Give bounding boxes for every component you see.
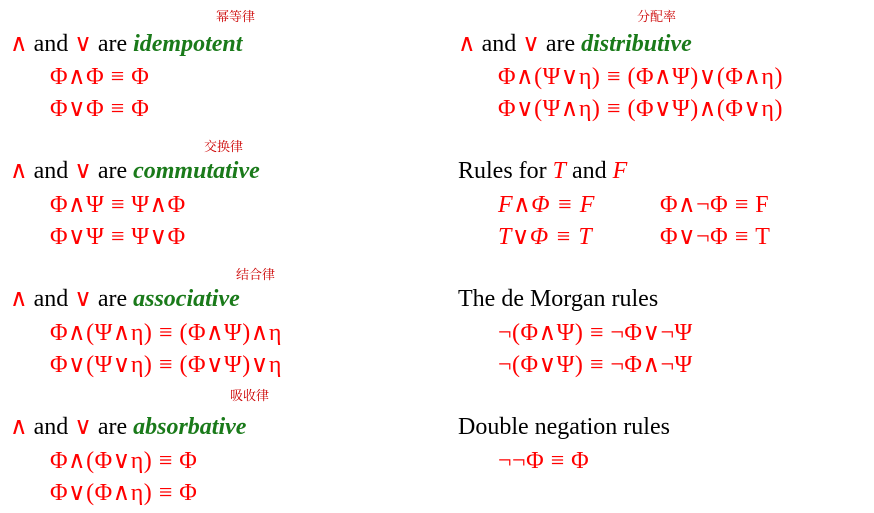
associative-law-2: Φ∨(Ψ∨η) ≡ (Φ∨Ψ)∨η bbox=[50, 352, 282, 378]
absorbative-heading bbox=[10, 413, 246, 441]
are-word: are bbox=[97, 158, 128, 184]
distributive-heading bbox=[458, 30, 692, 58]
and-operator: ∧ bbox=[458, 31, 476, 57]
and-operator: ∧ bbox=[10, 31, 28, 57]
true-or-law: T∨Φ ≡ T bbox=[498, 224, 593, 250]
idempotent-heading bbox=[10, 30, 242, 58]
rules-tf-heading bbox=[458, 157, 627, 185]
and-operator: ∧ bbox=[10, 414, 28, 440]
double-negation-heading: Double negation rules bbox=[458, 414, 670, 440]
are-word: are bbox=[97, 414, 128, 440]
idempotent-note: 幂等律 bbox=[216, 10, 256, 25]
distributive-law-2: Φ∨(Ψ∧η) ≡ (Φ∨Ψ)∧(Φ∨η) bbox=[498, 96, 783, 122]
and-word: and bbox=[33, 158, 69, 184]
or-operator: ∨ bbox=[74, 286, 92, 312]
and-operator: ∧ bbox=[10, 158, 28, 184]
property-term: distributive bbox=[581, 31, 692, 57]
associative-heading bbox=[10, 285, 240, 313]
are-word: are bbox=[97, 31, 128, 57]
double-negation-law: ¬¬Φ ≡ Φ bbox=[498, 448, 590, 474]
and-word: and bbox=[572, 158, 607, 184]
commutative-heading bbox=[10, 157, 260, 185]
distributive-law-1: Φ∧(Ψ∨η) ≡ (Φ∧Ψ)∨(Φ∧η) bbox=[498, 64, 783, 90]
de-morgan-law-1: ¬(Φ∧Ψ) ≡ ¬Φ∨¬Ψ bbox=[498, 320, 693, 346]
property-term: idempotent bbox=[133, 31, 243, 57]
are-word: are bbox=[97, 286, 128, 312]
true-symbol: T bbox=[552, 158, 567, 184]
commutative-note: 交换律 bbox=[204, 140, 244, 155]
property-term: commutative bbox=[133, 158, 260, 184]
and-word: and bbox=[33, 286, 69, 312]
de-morgan-heading: The de Morgan rules bbox=[458, 286, 659, 312]
idempotent-law-1: Φ∧Φ ≡ Φ bbox=[50, 64, 150, 90]
distributive-note: 分配率 bbox=[637, 10, 677, 25]
property-term: absorbative bbox=[133, 414, 247, 440]
and-operator: ∧ bbox=[10, 286, 28, 312]
or-operator: ∨ bbox=[74, 414, 92, 440]
de-morgan-law-2: ¬(Φ∨Ψ) ≡ ¬Φ∧¬Ψ bbox=[498, 352, 693, 378]
commutative-law-2: Φ∨Ψ ≡ Ψ∨Φ bbox=[50, 224, 186, 250]
absorbative-law-2: Φ∨(Φ∧η) ≡ Φ bbox=[50, 480, 198, 506]
false-and-law: F∧Φ ≡ F bbox=[498, 192, 595, 218]
property-term: associative bbox=[133, 286, 240, 312]
or-operator: ∨ bbox=[74, 31, 92, 57]
or-operator: ∨ bbox=[522, 31, 540, 57]
rules-for-text: Rules for bbox=[458, 158, 547, 184]
and-word: and bbox=[481, 31, 517, 57]
false-symbol: F bbox=[612, 158, 628, 184]
or-operator: ∨ bbox=[74, 158, 92, 184]
associative-law-1: Φ∧(Ψ∧η) ≡ (Φ∧Ψ)∧η bbox=[50, 320, 282, 346]
commutative-law-1: Φ∧Ψ ≡ Ψ∧Φ bbox=[50, 192, 186, 218]
are-word: are bbox=[545, 31, 576, 57]
excluded-middle-law: Φ∨¬Φ ≡ T bbox=[660, 224, 771, 250]
and-word: and bbox=[33, 414, 69, 440]
associative-note: 结合律 bbox=[236, 268, 276, 283]
contradiction-law: Φ∧¬Φ ≡ F bbox=[660, 192, 770, 218]
absorbative-law-1: Φ∧(Φ∨η) ≡ Φ bbox=[50, 448, 198, 474]
absorbative-note: 吸收律 bbox=[230, 389, 270, 404]
idempotent-law-2: Φ∨Φ ≡ Φ bbox=[50, 96, 150, 122]
and-word: and bbox=[33, 31, 69, 57]
